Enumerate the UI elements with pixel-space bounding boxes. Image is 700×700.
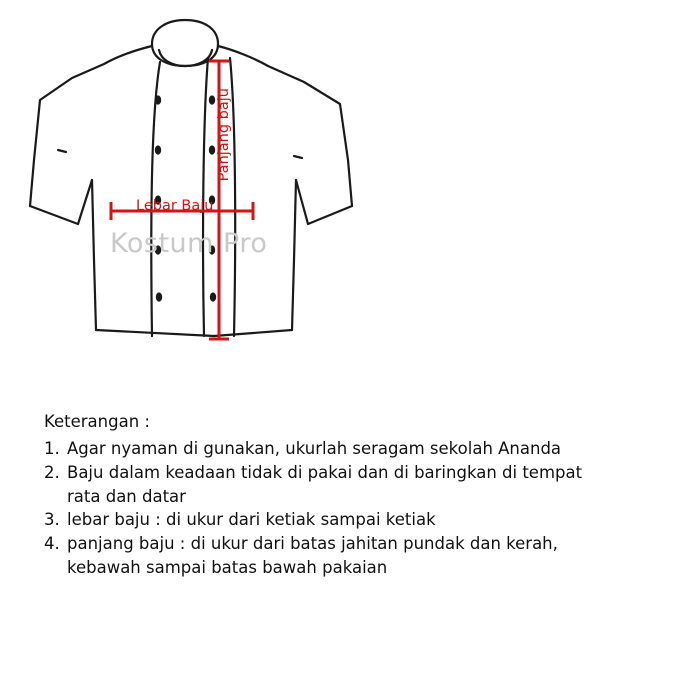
note-number: 3. — [44, 510, 60, 530]
note-text: lebar baju : di ukur dari ketiak sampai ketiak — [67, 510, 436, 530]
note-text: Baju dalam keadaan tidak di pakai dan di baringkan di tempat — [67, 462, 583, 482]
note-item — [44, 462, 664, 485]
watermark: Kostum Pro — [110, 228, 268, 259]
note-text: Agar nyaman di gunakan, ukurlah seragam sekolah Ananda — [67, 439, 562, 458]
note-text: panjang baju : di ukur dari batas jahitan pundak dan kerah, — [67, 534, 558, 554]
notes-title: Keterangan : — [44, 412, 150, 431]
note-item — [44, 438, 664, 461]
note-item — [44, 509, 664, 532]
note-item — [44, 533, 664, 556]
note-number: 1. — [44, 439, 60, 458]
note-number: 2. — [44, 462, 60, 482]
note-continuation: kebawah sampai batas bawah pakaian — [67, 557, 388, 577]
notes-section — [44, 412, 664, 581]
measure-label-panjang-baju: Panjang baju — [216, 88, 232, 182]
measure-label-lebar-baju: Lebar Baju — [136, 198, 214, 214]
note-number: 4. — [44, 534, 60, 554]
note-continuation: rata dan datar — [67, 486, 186, 506]
